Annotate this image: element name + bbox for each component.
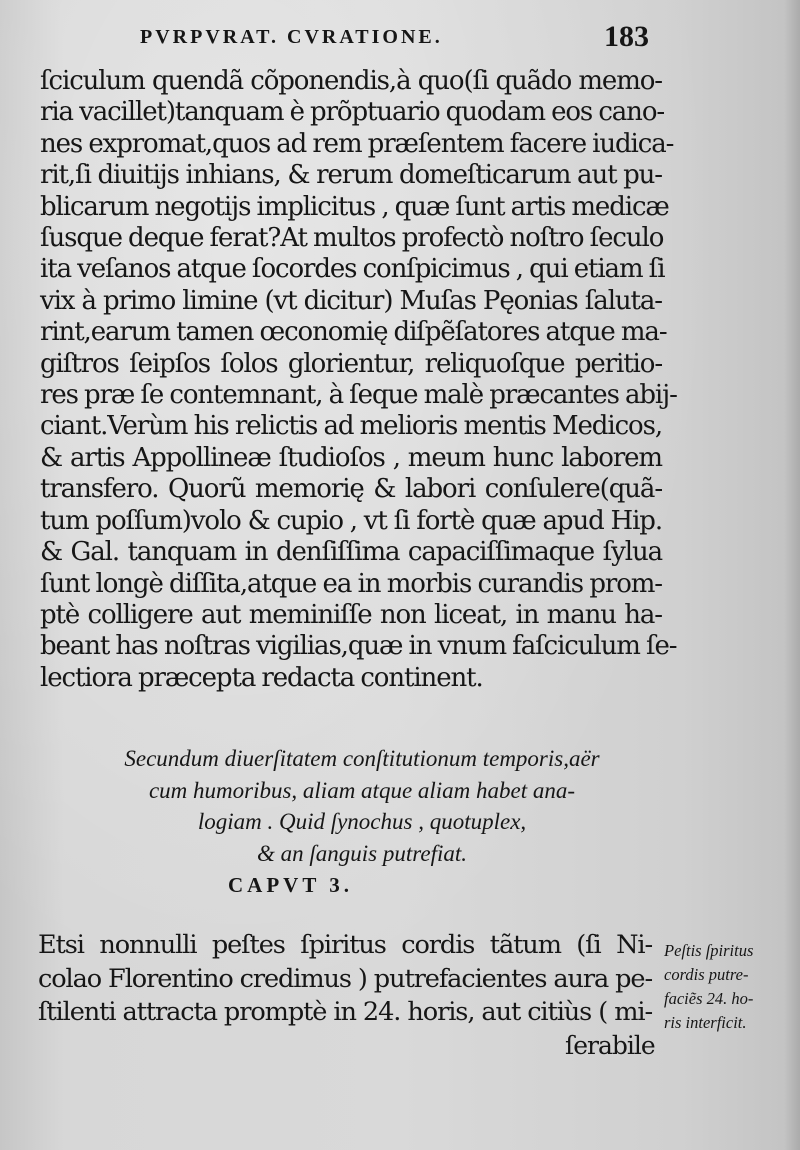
main-text-block bbox=[40, 66, 677, 694]
marginal-note-line: ris interficit. bbox=[664, 1013, 747, 1032]
text-line: rit,ſi diuitijs inhians, & rerum domeſticarum aut pu- bbox=[40, 160, 662, 191]
catchword: ſerabile bbox=[565, 1031, 655, 1060]
text-line: res præ ſe contemnant, à ſeque malè præcantes abij- bbox=[40, 380, 677, 411]
text-line: & artis Appollineæ ſtudioſos , meum hunc laborem bbox=[40, 442, 662, 473]
chapter-heading-line: logiam . Quid ſynochus , quotuplex, bbox=[197, 809, 527, 834]
marginal-note-line: cordis putre- bbox=[664, 965, 749, 984]
text-line: tum poſſum)volo & cupio , vt ſi fortè quæ apud Hip. bbox=[40, 505, 662, 536]
text-line: & Gal. tanquam in denſiſſima capaciſſimaque ſylua bbox=[40, 537, 662, 568]
text-line: ptè colligere aut meminiſſe non liceat, in manu ha- bbox=[40, 599, 662, 630]
text-line: beant has noſtras vigilias,quæ in vnum faſciculum ſe- bbox=[40, 631, 677, 662]
chapter-heading-line: cum humoribus, aliam atque aliam habet ana- bbox=[148, 777, 576, 803]
chapter-heading bbox=[62, 743, 662, 869]
text-line: ita veſanos atque ſocordes conſpicimus , qui etiam ſi bbox=[40, 254, 665, 285]
text-line: Etsi nonnulli peſtes ſpiritus cordis tãtum (ſi Ni- bbox=[38, 930, 652, 960]
text-line: ſtilenti attracta promptè in 24. horis, aut citiùs ( mi- bbox=[38, 997, 652, 1027]
text-line: rint,earum tamen œconomię diſpẽſatores atque ma- bbox=[40, 317, 667, 348]
text-line: ſciculum quendã cõponendis,à quo(ſi quãdo memo- bbox=[40, 66, 662, 96]
running-head: PVRPVRAT. CVRATIONE. bbox=[140, 26, 443, 48]
chapter-heading-line: Secundum diuerſitatem conſtitutionum temporis,aër bbox=[124, 746, 600, 771]
text-line: ſusque deque ferat?At multos profectò noſtro ſeculo bbox=[40, 223, 664, 254]
text-line: blicarum negotijs implicitus , quæ ſunt artis medicæ bbox=[40, 191, 669, 222]
marginal-note-line: faciẽs 24. ho- bbox=[664, 989, 754, 1008]
show-through-shadow bbox=[670, 240, 722, 255]
text-line: ria vacillet)tanquam è prõptuario quodam eos cano- bbox=[40, 97, 665, 128]
chapter-text-block bbox=[38, 929, 652, 1030]
text-line: lectiora præcepta redacta continent. bbox=[40, 662, 483, 693]
text-line: colao Florentino credimus ) putrefacientes aura pe- bbox=[38, 963, 652, 994]
marginal-note-line: Peſtis ſpiritus bbox=[664, 941, 754, 960]
text-line: giſtros ſeipſos ſolos glorientur, reliquoſque peritio- bbox=[40, 348, 662, 379]
chapter-heading-line: & an ſanguis putrefiat. bbox=[257, 840, 467, 866]
text-line: vix à primo limine (vt dicitur) Muſas Pęonias ſaluta- bbox=[40, 285, 662, 316]
text-line: ciant.Verùm his relictis ad melioris mentis Medicos, bbox=[40, 411, 662, 442]
page-number: 183 bbox=[604, 20, 649, 53]
text-line: ſunt longè diſſita,atque ea in morbis curandis prom- bbox=[40, 568, 662, 599]
marginal-note bbox=[664, 939, 800, 1035]
text-line: transfero. Quorũ memorię & labori conſulere(quã- bbox=[40, 474, 662, 505]
text-line: nes expromat,quos ad rem præſentem facere iudica- bbox=[40, 128, 674, 159]
chapter-number: CAPVT 3. bbox=[228, 873, 353, 897]
